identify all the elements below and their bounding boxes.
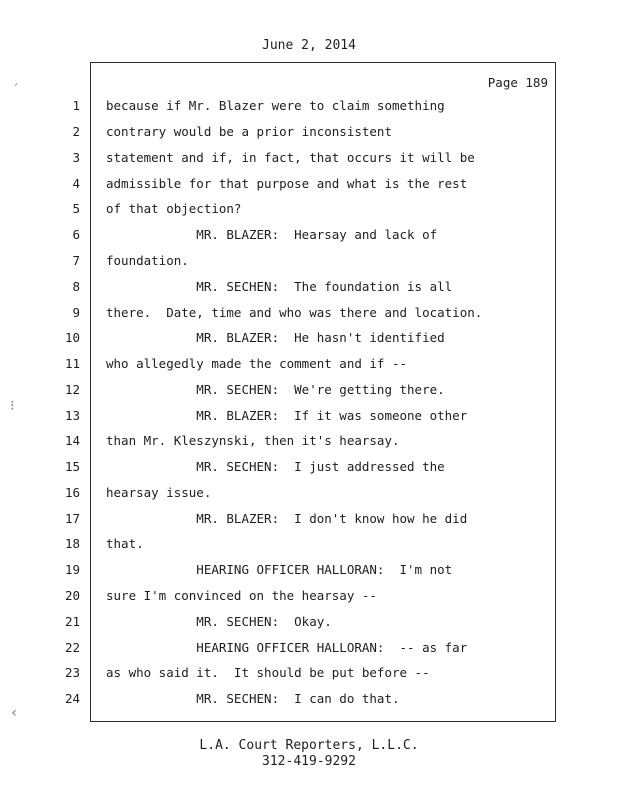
transcript-line: than Mr. Kleszynski, then it's hearsay. — [106, 433, 400, 448]
transcript-line: as who said it. It should be put before -- — [106, 665, 430, 680]
line-number: 10 — [64, 330, 80, 345]
scan-mark-icon: ′ — [12, 82, 21, 98]
line-number: 2 — [72, 124, 80, 139]
line-number: 21 — [64, 614, 80, 629]
transcript-line: MR. SECHEN: We're getting there. — [106, 382, 445, 397]
line-number: 20 — [64, 588, 80, 603]
line-number: 16 — [64, 485, 80, 500]
line-number: 24 — [64, 691, 80, 706]
line-number: 11 — [64, 356, 80, 371]
header-date: June 2, 2014 — [262, 38, 356, 53]
line-number: 9 — [72, 305, 80, 320]
line-number: 23 — [64, 665, 80, 680]
line-number: 14 — [64, 433, 80, 448]
transcript-line: of that objection? — [106, 201, 242, 216]
transcript-line: MR. SECHEN: I just addressed the — [106, 459, 445, 474]
transcript-line: MR. BLAZER: If it was someone other — [106, 408, 468, 423]
transcript-line: statement and if, in fact, that occurs it will be — [106, 150, 475, 165]
transcript-line: because if Mr. Blazer were to claim something — [106, 98, 445, 113]
transcript-line: hearsay issue. — [106, 485, 212, 500]
line-number: 6 — [72, 227, 80, 242]
transcript-line: MR. BLAZER: I don't know how he did — [106, 511, 468, 526]
transcript-line: who allegedly made the comment and if -- — [106, 356, 408, 371]
transcript-line: contrary would be a prior inconsistent — [106, 124, 392, 139]
transcript-line: MR. SECHEN: Okay. — [106, 614, 332, 629]
transcript-line: HEARING OFFICER HALLORAN: -- as far — [106, 640, 468, 655]
line-number: 15 — [64, 459, 80, 474]
line-number: 7 — [72, 253, 80, 268]
transcript-line: MR. SECHEN: The foundation is all — [106, 279, 453, 294]
footer-phone: 312-419-9292 — [262, 754, 356, 769]
transcript-line: that. — [106, 536, 144, 551]
scan-mark-icon: ⁝ — [10, 398, 15, 414]
line-number: 18 — [64, 536, 80, 551]
line-number: 8 — [72, 279, 80, 294]
transcript-line: HEARING OFFICER HALLORAN: I'm not — [106, 562, 453, 577]
transcript-line: MR. BLAZER: He hasn't identified — [106, 330, 445, 345]
line-number: 13 — [64, 408, 80, 423]
transcript-line: MR. SECHEN: I can do that. — [106, 691, 400, 706]
line-number: 3 — [72, 150, 80, 165]
line-number: 1 — [72, 98, 80, 113]
transcript-line: MR. BLAZER: Hearsay and lack of — [106, 227, 438, 242]
transcript-line: foundation. — [106, 253, 189, 268]
transcript-line: sure I'm convinced on the hearsay -- — [106, 588, 377, 603]
line-number: 5 — [72, 201, 80, 216]
line-number: 4 — [72, 176, 80, 191]
line-number: 12 — [64, 382, 80, 397]
transcript-line: admissible for that purpose and what is the rest — [106, 176, 468, 191]
scan-mark-icon: ‹ — [10, 705, 19, 721]
line-number: 22 — [64, 640, 80, 655]
transcript-line: there. Date, time and who was there and location. — [106, 305, 483, 320]
line-number: 19 — [64, 562, 80, 577]
footer-company: L.A. Court Reporters, L.L.C. — [199, 738, 419, 753]
line-number: 17 — [64, 511, 80, 526]
page-number: Page 189 — [487, 75, 548, 90]
